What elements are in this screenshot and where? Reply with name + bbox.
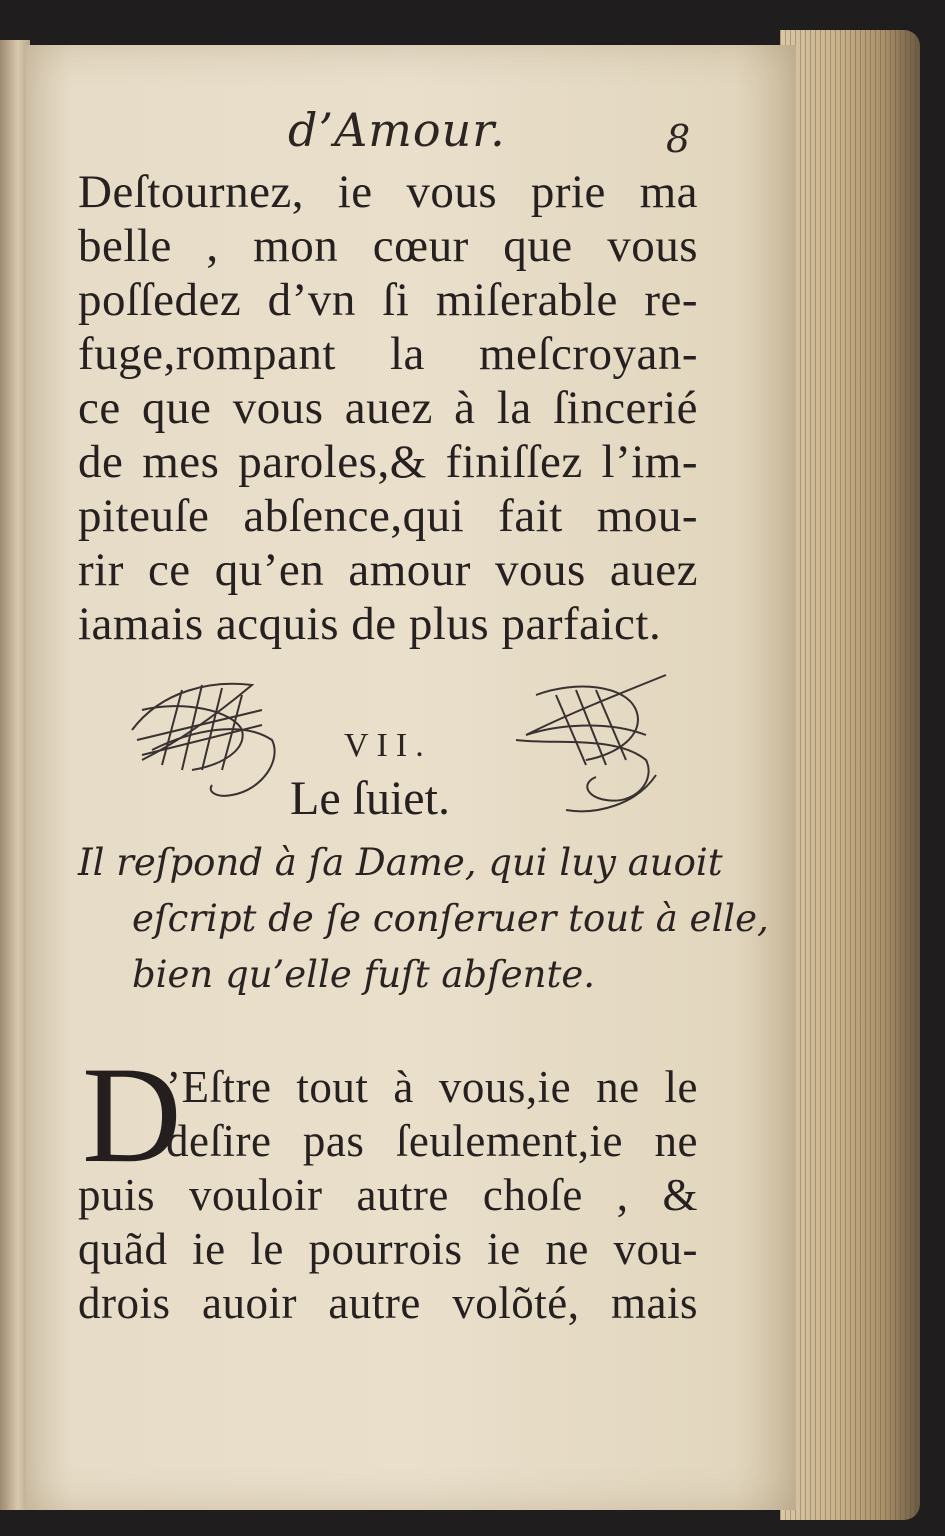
text-line: iamais acquis de plus parfaict.	[78, 598, 662, 650]
page-number: 8	[666, 117, 691, 161]
text-line: belle , mon cœur que vous	[78, 220, 698, 272]
text-line: fuge,rompant la meſcroyan-	[78, 328, 698, 380]
text-line: rir ce qu’en amour vous auez	[78, 544, 698, 596]
body-text	[78, 165, 698, 651]
drop-cap-lines	[166, 1060, 698, 1168]
text-line: deſire pas ſeulement,ie ne	[166, 1116, 698, 1166]
summary-line: eſcript de ſe conſeruer tout à elle,	[132, 897, 769, 940]
letter-text	[78, 1168, 698, 1330]
flourish-ornament-left-icon	[122, 670, 292, 810]
section-title: Le ſuiet.	[290, 772, 450, 825]
text-line: piteuſe abſence,qui fait mou-	[78, 490, 698, 542]
drop-cap: D	[82, 1038, 182, 1191]
book-page	[26, 45, 796, 1510]
text-line: quãd ie le pourrois ie ne vou-	[78, 1224, 698, 1274]
summary-line: bien qu’elle fuſt abſente.	[132, 953, 596, 996]
flourish-ornament-right-icon	[496, 665, 676, 815]
text-line: ’Eſtre tout à vous,ie ne le	[166, 1062, 698, 1112]
running-head: d’Amour.	[288, 103, 506, 157]
book-fore-edge	[780, 30, 920, 1520]
text-line: puis vouloir autre choſe , &	[78, 1170, 698, 1220]
section-summary	[78, 835, 769, 1003]
summary-line: Il reſpond à ſa Dame, qui luy auoit	[78, 841, 723, 884]
text-line: ce que vous auez à la ſincerié	[78, 382, 698, 434]
text-line: Deſtournez, ie vous prie ma	[78, 166, 698, 218]
text-line: de mes paroles,& finiſſez l’im-	[78, 436, 698, 488]
text-line: poſſedez d’vn ſi miſerable re-	[78, 274, 698, 326]
section-number: VII.	[344, 727, 432, 764]
text-line: drois auoir autre volõté, mais	[78, 1278, 698, 1328]
